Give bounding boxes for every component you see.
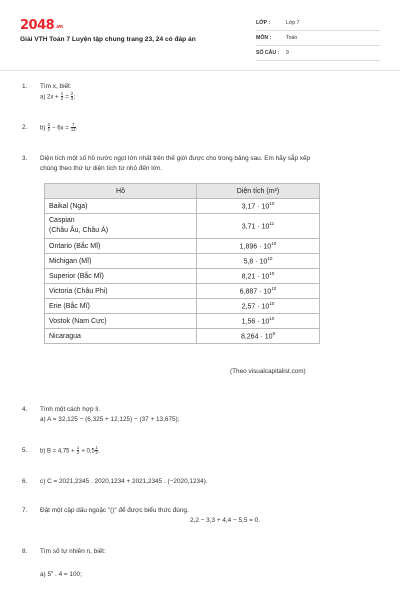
question-body [40, 506, 260, 526]
question-body [40, 405, 179, 425]
expr-part: a) 5 [40, 571, 52, 579]
question-number: 8. [22, 548, 28, 555]
meta-row-count [256, 46, 380, 61]
document-header [0, 0, 400, 68]
area-exponent: 10 [269, 316, 275, 322]
question-number: 6. [22, 478, 28, 485]
lake-name: Superior (Bắc Mĩ) [45, 269, 197, 284]
lake-name: Vostok (Nam Cực) [45, 314, 197, 329]
area-base: 1,56 · 10 [241, 318, 270, 326]
numerator: 1 [60, 91, 64, 96]
area-exponent: 10 [267, 256, 273, 262]
table-source: (Theo visualcapitalist.com) [230, 368, 306, 375]
expr-part: . 4 = 100; [53, 571, 82, 579]
area-exponent: 10 [269, 271, 275, 277]
meta-value: Toán [286, 35, 298, 41]
expr-part: ; [73, 94, 76, 101]
lake-area [197, 214, 320, 239]
question-number: 1. [22, 83, 28, 90]
question-body [40, 154, 310, 174]
question-body [40, 123, 78, 133]
expr-part: b) [40, 125, 48, 132]
expr-part: a) 2x + [40, 94, 61, 101]
expr-part: + 0,5 [79, 448, 95, 455]
table-row [45, 299, 320, 314]
lake-name: Nicaragua [45, 329, 197, 344]
lake-area [197, 329, 320, 344]
area-base: 3,71 · 10 [241, 223, 270, 231]
denominator: 2 [60, 96, 64, 102]
question-text-line: Diện tích một số hồ nước ngọt lớn nhất trên thế giới được cho trong bảng sau. Em hãy sắp xếp [40, 155, 311, 162]
column-header: Hồ [45, 184, 197, 199]
question-number: 4. [22, 406, 28, 413]
area-exponent: 10 [271, 241, 277, 247]
lake-area [197, 254, 320, 269]
table-row [45, 239, 320, 254]
meta-value: Lớp 7 [286, 20, 300, 26]
area-base: 8,21 · 10 [241, 273, 270, 281]
meta-row-subject [256, 31, 380, 46]
meta-key: LỚP : [256, 20, 271, 26]
lake-area-table [44, 183, 320, 344]
question-body [40, 82, 75, 102]
question-number: 5. [22, 447, 28, 454]
logo-suffix: .vn [55, 24, 63, 30]
area-base: 3,17 · 10 [241, 203, 270, 211]
lake-name [45, 214, 197, 239]
lake-name-line: Caspian [49, 217, 75, 224]
question-text-line: Đặt một cặp dấu ngoặc "()" để được biểu thức đúng. [40, 507, 189, 514]
area-base: 8,264 · 10 [240, 333, 273, 341]
table-header-row [45, 184, 320, 199]
lake-name-line: (Châu Âu, Châu Á) [49, 227, 109, 234]
area-base: 1,896 · 10 [239, 243, 272, 251]
area-base: 5,8 · 10 [243, 258, 268, 266]
question-text-line: a) A = 32,125 − (6,325 + 12,125) − (37 + 13,675); [40, 416, 180, 423]
lake-area [197, 314, 320, 329]
expr-part: b) B = 4,75 + [40, 448, 77, 455]
column-header: Diện tích (m²) [197, 184, 320, 199]
lake-area [197, 269, 320, 284]
meta-value: 9 [286, 50, 289, 56]
meta-row-grade [256, 16, 380, 31]
lake-name: Michigan (Mĩ) [45, 254, 197, 269]
area-base: 6,887 · 10 [239, 288, 272, 296]
question-body [40, 547, 106, 580]
question-expression [40, 567, 106, 580]
lake-name: Erie (Bắc Mĩ) [45, 299, 197, 314]
numerator: 3 [47, 122, 50, 127]
area-exponent: 10 [269, 301, 275, 307]
table-row [45, 269, 320, 284]
lake-area [197, 284, 320, 299]
numerator: 1 [76, 445, 80, 450]
area-exponent: 11 [269, 221, 275, 227]
lake-name: Ontario (Bắc Mĩ) [45, 239, 197, 254]
lake-name: Victoria (Châu Phi) [45, 284, 197, 299]
numerator: 2 [70, 91, 74, 96]
numerator: 1 [95, 445, 98, 450]
table-row [45, 329, 320, 344]
question-body: c) C = 2021,2345 . 2020,1234 + 2021,2345 . (−2020,1234). [40, 478, 208, 485]
area-exponent: 10 [271, 286, 277, 292]
expr-part: . [76, 125, 78, 132]
expr-part: − 6x = [50, 125, 71, 132]
denominator: 2 [76, 450, 80, 456]
area-base: 2,57 · 10 [241, 303, 270, 311]
logo-text: 2048 [20, 18, 55, 33]
table-row [45, 254, 320, 269]
question-number: 7. [22, 507, 28, 514]
fraction [71, 123, 76, 133]
denominator: 3 [70, 96, 74, 102]
expr-part: = [63, 94, 71, 101]
question-number: 3. [22, 155, 28, 162]
numerator: 7 [72, 122, 75, 127]
question-text-line: Tính một cách hợp lí. [40, 406, 101, 413]
area-exponent: 10 [269, 201, 275, 207]
meta-key: MÔN : [256, 35, 272, 41]
area-exponent: 9 [272, 331, 276, 337]
lake-area [197, 239, 320, 254]
lake-area [197, 199, 320, 214]
question-text-line: Tìm số tự nhiên n, biết: [40, 548, 106, 555]
question-expression: 2,2 − 3,3 + 4,4 − 5,5 = 0. [190, 517, 260, 524]
table-row [45, 214, 320, 239]
denominator: 12 [70, 127, 76, 133]
question-body [40, 446, 100, 456]
meta-panel [256, 16, 380, 61]
expr-part: . [98, 448, 100, 455]
question-text-line: chúng theo thứ tự diện tích từ nhỏ đến lớn. [40, 165, 163, 172]
lake-area [197, 299, 320, 314]
denominator: 2 [95, 450, 98, 456]
question-number: 2. [22, 124, 28, 131]
table-row [45, 284, 320, 299]
denominator: 2 [47, 127, 50, 133]
question-text: Tìm x, biết: [40, 83, 72, 90]
expr-exponent: n [51, 569, 54, 574]
header-divider [0, 70, 400, 71]
site-logo[interactable] [20, 18, 62, 33]
lake-name: Baikal (Nga) [45, 199, 197, 214]
document-title: Giải VTH Toán 7 Luyện tập chung trang 23, 24 có đáp án [20, 36, 196, 43]
table-row [45, 199, 320, 214]
question-subpart [40, 92, 75, 102]
table-row [45, 314, 320, 329]
meta-key: SỐ CÂU : [256, 50, 280, 56]
